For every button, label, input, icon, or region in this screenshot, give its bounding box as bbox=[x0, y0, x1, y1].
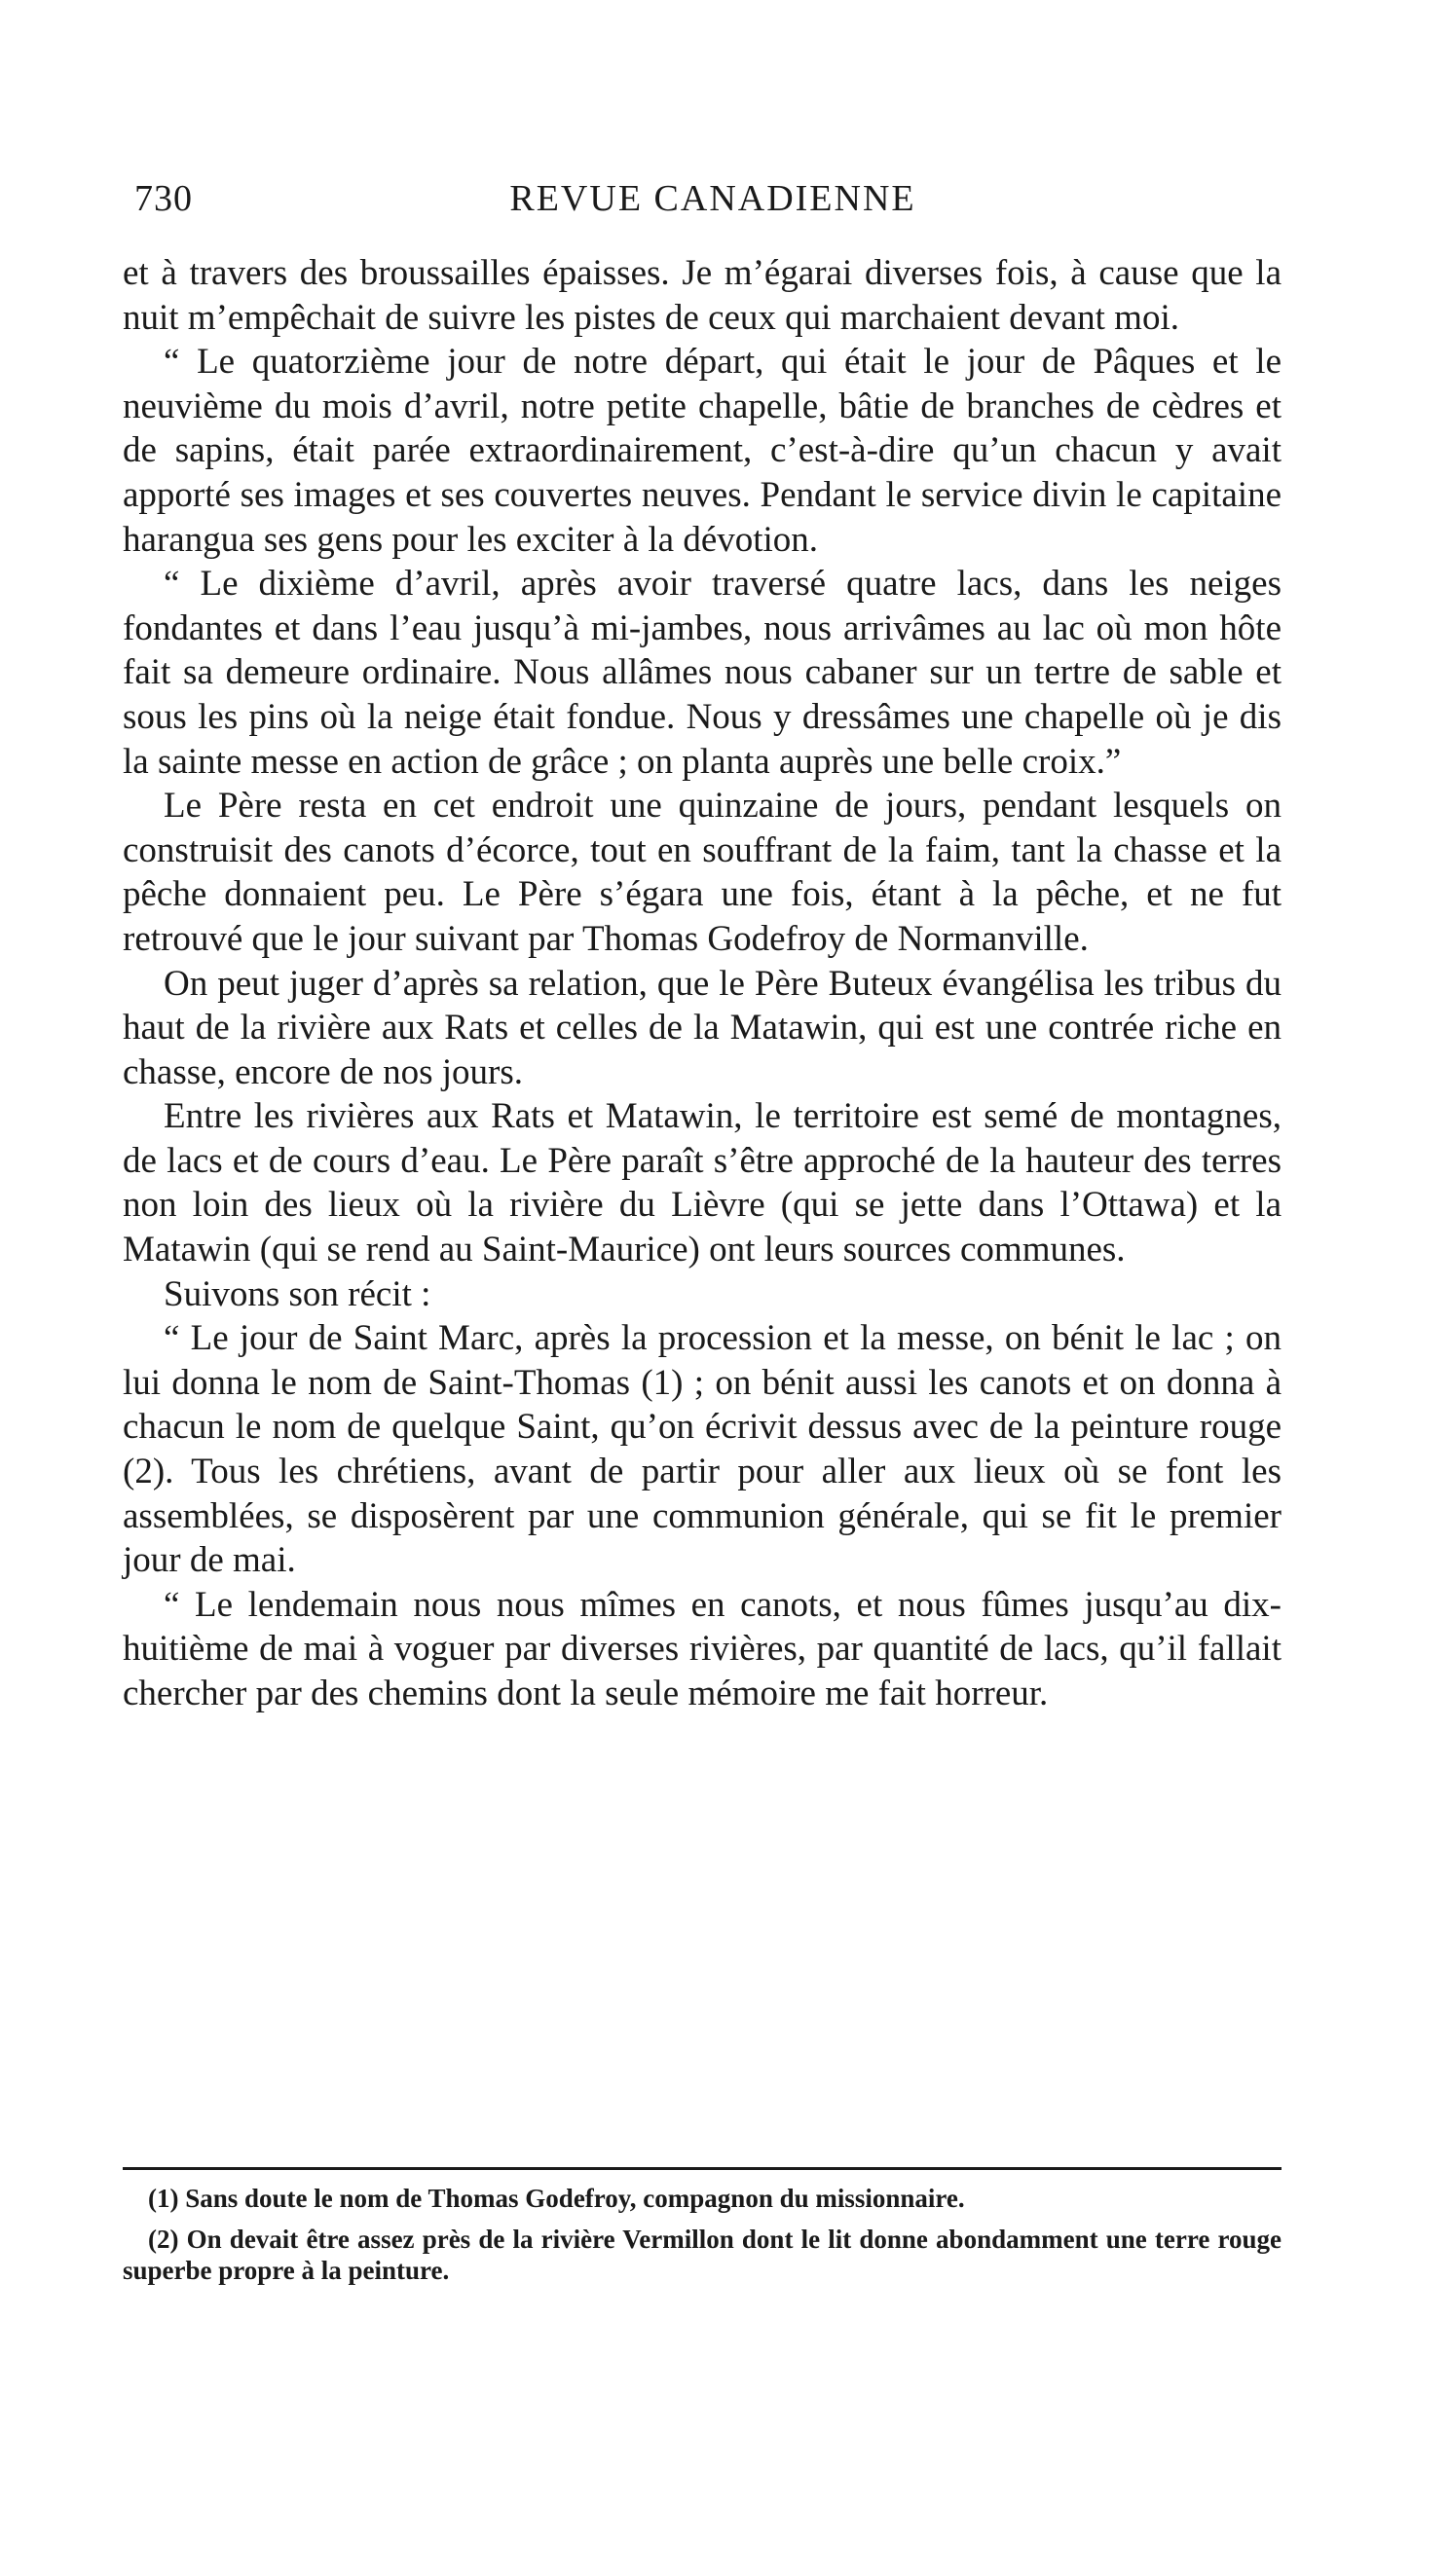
paragraph: “ Le dixième d’avril, après avoir traversé quatre lacs, dans les neiges fondantes et dans l’eau jusqu’à mi-jambes, nous arrivâmes au lac où mon hôte fait sa demeure ordinaire. Nous allâmes nous cabaner sur un tertre de sable et sous les pins où la neige était fondue. Nous y dressâmes une chapelle où je dis la sainte messe en action de grâce ; on planta auprès une belle croix.” bbox=[123, 564, 1282, 782]
paragraph: Entre les rivières aux Rats et Matawin, le territoire est semé de montagnes, de lacs et de cours d’eau. Le Père paraît s’être approché de la hauteur des terres non loin des lieux où la rivière du Lièvre (qui se jette dans l’Ottawa) et la Matawin (qui se rend au Saint-Maurice) ont leurs sources communes. bbox=[123, 1096, 1282, 1270]
paragraph: “ Le lendemain nous nous mîmes en canots, et nous fûmes jusqu’au dix-huitième de mai à voguer par diverses rivières, par quantité de lacs, qu’il fallait chercher par des chemins dont la seule mémoire me fait horreur. bbox=[123, 1584, 1282, 1713]
body-text bbox=[123, 251, 1282, 1716]
paragraph: “ Le jour de Saint Marc, après la procession et la messe, on bénit le lac ; on lui donna le nom de Saint-Thomas (1) ; on bénit aussi les canots et on donna à chacun le nom de quelque Saint, qu’on écrivit dessus avec de la peinture rouge (2). Tous les chrétiens, avant de partir pour aller aux lieux où se font les assemblées, se disposèrent par une communion générale, qui se fit le premier jour de mai. bbox=[123, 1318, 1282, 1581]
footnote: (1) Sans doute le nom de Thomas Godefroy, compagnon du missionnaire. bbox=[148, 2184, 965, 2213]
page-header bbox=[134, 177, 1291, 226]
paragraph: “ Le quatorzième jour de notre départ, qui était le jour de Pâques et le neuvième du mois d’avril, notre petite chapelle, bâtie de branches de cèdres et de sapins, était parée extraordinairement, c’est-à-dire qu’un chacun y avait apporté ses images et ses couvertes neuves. Pendant le service divin le capitaine harangua ses gens pour les exciter à la dévotion. bbox=[123, 342, 1282, 560]
paragraph: et à travers des broussailles épaisses. Je m’égarai diverses fois, à cause que la nuit m’empêchait de suivre les pistes de ceux qui marchaient devant moi. bbox=[123, 253, 1282, 338]
footnote: (2) On devait être assez près de la rivière Vermillon dont le lit donne abondamment une terre rouge superbe propre à la peinture. bbox=[123, 2225, 1282, 2285]
footnotes bbox=[123, 2183, 1282, 2296]
paragraph: Suivons son récit : bbox=[164, 1273, 431, 1314]
paragraph: On peut juger d’après sa relation, que le Père Buteux évangélisa les tribus du haut de la rivière aux Rats et celles de la Matawin, qui est une contrée riche en chasse, encore de nos jours. bbox=[123, 963, 1282, 1092]
footnote-divider bbox=[123, 2167, 1282, 2170]
page-number: 730 bbox=[134, 178, 193, 219]
paragraph: Le Père resta en cet endroit une quinzaine de jours, pendant lesquels on construisit des canots d’écorce, tout en souffrant de la faim, tant la chasse et la pêche donnaient peu. Le Père s’égara une fois, étant à la pêche, et ne fut retrouvé que le jour suivant par Thomas Godefroy de Normanville. bbox=[123, 786, 1282, 959]
running-title: REVUE CANADIENNE bbox=[509, 178, 916, 219]
